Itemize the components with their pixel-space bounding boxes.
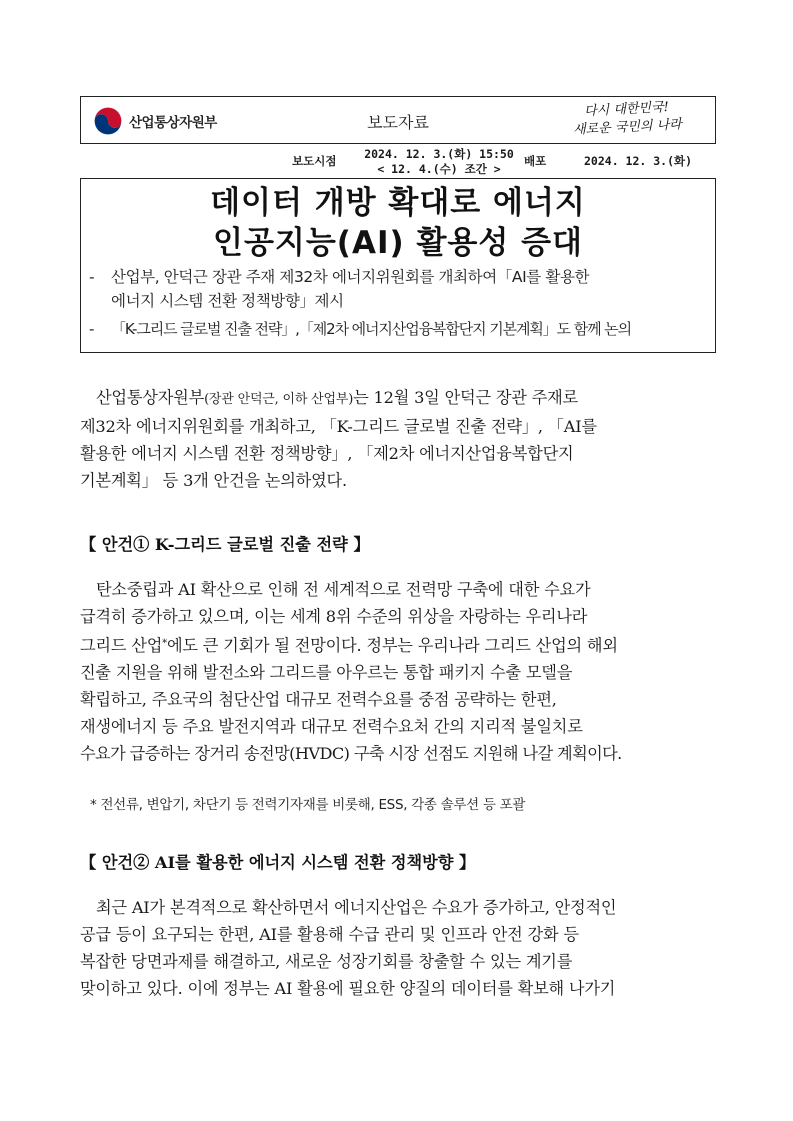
distribution-time: 2024. 12. 3.(화): [584, 154, 693, 168]
agenda-1-paragraph: [80, 576, 720, 767]
bullet-dash: -: [89, 268, 95, 286]
bullet-dash: -: [89, 320, 94, 338]
release-time-line-2: < 12. 4.(수) 조간 >: [377, 162, 501, 176]
document-type: 보도자료: [367, 113, 429, 132]
agenda-1-line-4: 진출 지원을 위해 발전소와 그리드를 아우르는 통합 패키지 수출 모델을: [80, 663, 573, 682]
intro-parenthetical: (장관 안덕근, 이하 산업부): [204, 392, 354, 407]
government-slogan: [556, 97, 698, 140]
agenda-2-line-2: 공급 등이 요구되는 한편, AI를 활용해 수급 관리 및 인프라 안전 강화 등: [80, 925, 579, 944]
intro-ministry: 산업통상자원부: [96, 388, 205, 407]
intro-line-1-rest: 는 12월 3일 안덕근 장관 주재로: [353, 388, 578, 407]
intro-line-4: 기본계획」 등 3개 안건을 논의하였다.: [80, 471, 347, 490]
subheadline-1-line-1: 산업부, 안덕근 장관 주재 제32차 에너지위원회를 개최하여「AI를 활용한: [111, 268, 590, 286]
agenda-1-line-2: 급격히 증가하고 있으며, 이는 세계 8위 수준의 위상을 자랑하는 우리나라: [80, 607, 588, 626]
headline-line-1: 데이터 개방 확대로 에너지: [210, 185, 586, 221]
headline-line-2: 인공지능(AI) 활용성 증대: [213, 225, 583, 261]
release-info: [0, 147, 793, 177]
subheadline-2: [89, 317, 709, 341]
agenda-1-line-3-b: 에도 큰 기회가 될 전망이다. 정부는 우리나라 그리드 산업의 해외: [166, 636, 618, 655]
intro-line-3: 활용한 에너지 시스템 전환 정책방향」, 「제2차 에너지산업융복합단지: [80, 444, 574, 463]
release-time: [364, 147, 514, 177]
agenda-1-line-7: 수요가 급증하는 장거리 송전망(HVDC) 구축 시장 선점도 지원해 나갈 계획이다.: [80, 744, 622, 763]
agenda-1-line-1: 탄소중립과 AI 확산으로 인해 전 세계적으로 전력망 구축에 대한 수요가: [96, 580, 591, 599]
slogan-line-2: 새로운 국민의 나라: [572, 117, 683, 138]
press-release-header: [80, 96, 716, 144]
agenda-2-paragraph: [80, 894, 720, 1002]
release-time-line-1: 2024. 12. 3.(화) 15:50: [364, 147, 514, 161]
agenda-2-line-1: 최근 AI가 본격적으로 확산하면서 에너지산업은 수요가 증가하고, 안정적인: [96, 898, 617, 917]
release-label: 보도시점: [292, 154, 337, 168]
agenda-1-line-5: 확립하고, 주요국의 첨단산업 대규모 전력수요를 중점 공략하는 한편,: [80, 690, 557, 709]
agenda-1-line-6: 재생에너지 등 주요 발전지역과 대규모 전력수요처 간의 지리적 불일치로: [80, 717, 583, 736]
agenda-1-footnote: * 전선류, 변압기, 차단기 등 전력기자재를 비롯해, ESS, 각종 솔루션 등 포괄: [90, 797, 526, 813]
slogan-line-1: 다시 대한민국!: [583, 99, 670, 120]
agenda-1-heading: 【 안건① K-그리드 글로벌 진출 전략 】: [80, 535, 370, 554]
agenda-2-heading: 【 안건② AI를 활용한 에너지 시스템 전환 정책방향 】: [80, 853, 476, 872]
subheadlines: [89, 265, 709, 341]
ministry-name: 산업통상자원부: [129, 115, 217, 131]
headline-box: [80, 178, 716, 353]
footnote-marker: *: [162, 638, 167, 649]
distribution-label: 배포: [524, 154, 547, 168]
subheadline-1-line-2: 에너지 시스템 전환 정책방향」제시: [111, 292, 344, 310]
intro-paragraph: [80, 384, 720, 494]
headline: [81, 183, 715, 263]
agenda-1-line-3-a: 그리드 산업: [80, 636, 163, 655]
agenda-1-line-3: [80, 630, 720, 659]
subheadline-2-line-1: 「K-그리드 글로벌 진출 전략」,「제2차 에너지산업융복합단지 기본계획」도 함께 논의: [111, 320, 631, 338]
subheadline-1: [89, 265, 709, 313]
intro-line-2: 제32차 에너지위원회를 개최하고, 「K-그리드 글로벌 진출 전략」, 「AI를: [80, 417, 597, 436]
agenda-2-line-4: 맞이하고 있다. 이에 정부는 AI 활용에 필요한 양질의 데이터를 확보해 나가기: [80, 979, 616, 998]
agenda-2-line-3: 복잡한 당면과제를 해결하고, 새로운 성장기회를 창출할 수 있는 계기를: [80, 952, 573, 971]
